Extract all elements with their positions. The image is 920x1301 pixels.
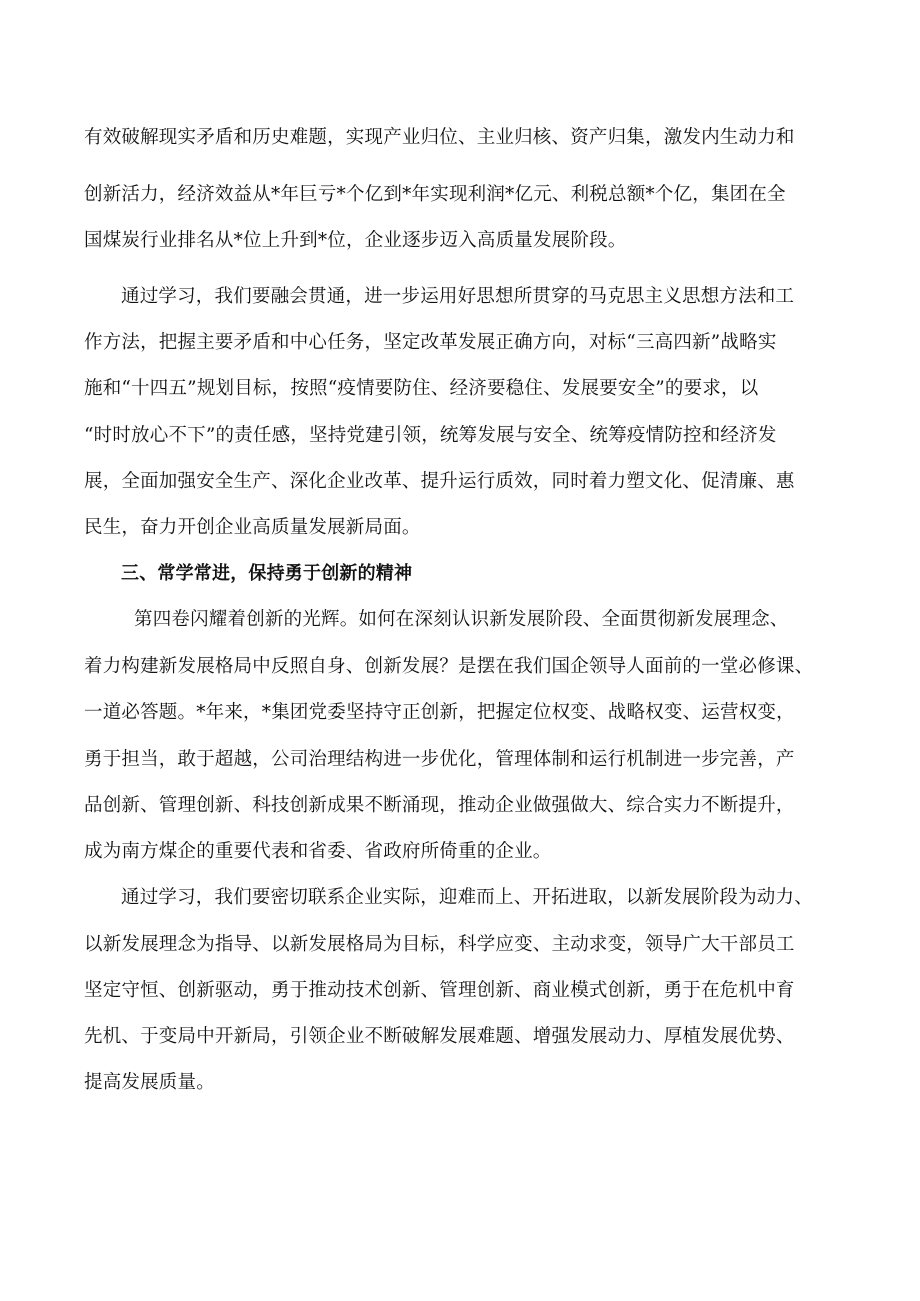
paragraph-line: 创新活力，经济效益从*年巨亏*个亿到*年实现利润*亿元、利税总额*个亿，集团在全 — [84, 184, 786, 205]
paragraph-line: 民生，奋力开创企业高质量发展新局面。 — [84, 517, 421, 538]
paragraph-line: 展，全面加强安全生产、深化企业改革、提升运行质效，同时着力塑文化、促清廉、惠 — [84, 471, 795, 492]
paragraph-line: “时时放心不下”的责任感，坚持党建引领，统筹发展与安全、统筹疫情防控和经济发 — [84, 425, 777, 446]
paragraph-line: 国煤炭行业排名从*位上升到*位，企业逐步迈入高质量发展阶段。 — [84, 230, 627, 251]
paragraph-line: 一道必答题。*年来，*集团党委坚持守正创新，把握定位权变、战略权变、运营权变， — [84, 702, 795, 723]
paragraph-line: 提高发展质量。 — [84, 1072, 215, 1093]
paragraph-line: 通过学习，我们要融会贯通，进一步运用好思想所贯穿的马克思主义思想方法和工 — [121, 286, 795, 307]
paragraph-line: 着力构建新发展格局中反照自身、创新发展？是摆在我们国企领导人面前的一堂必修课、 — [84, 656, 814, 677]
paragraph-line: 品创新、管理创新、科技创新成果不断涌现，推动企业做强做大、综合实力不断提升， — [84, 795, 795, 816]
paragraph-line: 成为南方煤企的重要代表和省委、省政府所倚重的企业。 — [84, 841, 552, 862]
paragraph-line: 以新发展理念为指导、以新发展格局为目标，科学应变、主动求变，领导广大干部员工 — [84, 934, 795, 955]
paragraph-line: 通过学习，我们要密切联系企业实际，迎难而上、开拓进取，以新发展阶段为动力、 — [121, 887, 813, 908]
paragraph-line: 第四卷闪耀着创新的光辉。如何在深刻认识新发展阶段、全面贯彻新发展理念、 — [134, 609, 789, 630]
section-heading: 三、常学常进，保持勇于创新的精神 — [121, 563, 413, 584]
paragraph-line: 施和“十四五”规划目标，按照“疫情要防住、经济要稳住、发展要安全”的要求，以 — [84, 378, 759, 399]
paragraph-line: 勇于担当，敢于超越，公司治理结构进一步优化，管理体制和运行机制进一步完善，产 — [84, 749, 795, 770]
paragraph-line: 有效破解现实矛盾和历史难题，实现产业归位、主业归核、资产归集，激发内生动力和 — [84, 127, 795, 148]
paragraph-line: 先机、于变局中开新局，引领企业不断破解发展难题、增强发展动力、厚植发展优势、 — [84, 1026, 795, 1047]
paragraph-line: 坚定守恒、创新驱动，勇于推动技术创新、管理创新、商业模式创新，勇于在危机中育 — [84, 980, 795, 1001]
paragraph-line: 作方法，把握主要矛盾和中心任务，坚定改革发展正确方向，对标“三高四新”战略实 — [84, 332, 777, 353]
